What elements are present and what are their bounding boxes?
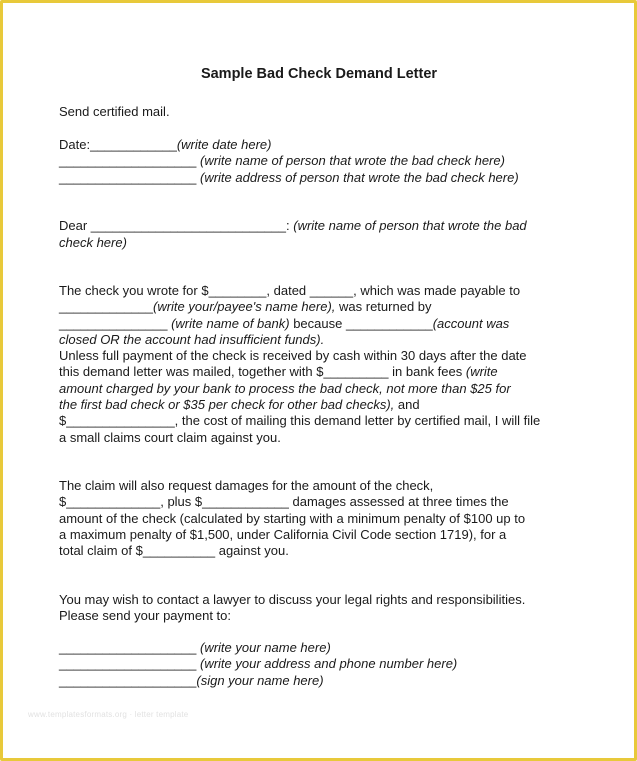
p3-line-1: You may wish to contact a lawyer to discuss your legal rights and responsibilities. <box>59 592 526 607</box>
payee-blank: _____________ <box>59 299 153 314</box>
greeting-dear: Dear ___________________________ <box>59 218 286 233</box>
sender-name-hint: (write your name here) <box>200 640 331 655</box>
date-label: Date:____________ <box>59 137 177 152</box>
greeting-line <box>59 218 527 235</box>
recipient-name-blank: ___________________ <box>59 153 197 168</box>
p1-line-7: amount charged by your bank to process the bad check, not more than $25 for <box>59 381 511 396</box>
reason-hint: (account was <box>432 316 510 331</box>
recipient-address-line <box>59 170 519 187</box>
p2-line-3: amount of the check (calculated by starting with a minimum penalty of $100 up to <box>59 511 526 526</box>
bank-blank: _______________ <box>59 316 168 331</box>
p1-line-5: Unless full payment of the check is received by cash within 30 days after the date <box>59 348 527 363</box>
fee-hint-cont: the first bad check or $35 per check for other bad checks), <box>59 397 395 412</box>
p1-line-6 <box>59 364 498 381</box>
sender-address-blank: ___________________ <box>59 656 197 671</box>
p3-line-2: Please send your payment to: <box>59 608 231 623</box>
p1-line-2-rest: was returned by <box>335 299 432 314</box>
intro-line: Send certified mail. <box>59 104 170 119</box>
recipient-address-blank: ___________________ <box>59 170 197 185</box>
sender-address-line <box>59 656 457 673</box>
p1-line-8 <box>59 397 420 414</box>
greeting-hint-cont: check here) <box>59 235 127 250</box>
p1-line-10: a small claims court claim against you. <box>59 430 281 445</box>
date-hint: (write date here) <box>176 137 272 152</box>
signature-line <box>59 673 324 690</box>
p1-line-8-rest: and <box>394 397 420 412</box>
p2-line-5: total claim of $__________ against you. <box>59 543 289 558</box>
letter-title: Sample Bad Check Demand Letter <box>200 66 438 82</box>
p2-line-1: The claim will also request damages for the amount of the check, <box>59 478 434 493</box>
p2-line-4: a maximum penalty of $1,500, under California Civil Code section 1719), for a <box>59 527 507 542</box>
p1-line-3 <box>59 316 509 333</box>
greeting-colon: : <box>286 218 290 233</box>
p1-line-1: The check you wrote for $________, dated ______, which was made payable to <box>59 283 521 298</box>
p1-line-6-text: this demand letter was mailed, together with $_________ in bank fees <box>59 364 466 379</box>
recipient-name-line <box>59 153 505 170</box>
p1-line-3-rest: because ____________ <box>289 316 433 331</box>
p1-line-9: $_______________, the cost of mailing this demand letter by certified mail, I will file <box>59 413 541 428</box>
p1-line-2 <box>59 299 432 316</box>
date-line <box>59 137 272 154</box>
recipient-address-hint: (write address of person that wrote the bad check here) <box>200 170 519 185</box>
watermark: www.templatesformats.org · letter template <box>28 710 189 719</box>
signature-blank: ___________________ <box>59 673 197 688</box>
fee-hint: (write <box>465 364 498 379</box>
sender-name-line <box>59 640 331 657</box>
p2-line-2: $_____________, plus $____________ damages assessed at three times the <box>59 494 509 509</box>
sender-name-blank: ___________________ <box>59 640 197 655</box>
bank-hint: (write name of bank) <box>171 316 290 331</box>
p1-line-4: closed OR the account had insufficient funds). <box>59 332 325 347</box>
signature-hint: (sign your name here) <box>196 673 324 688</box>
recipient-name-hint: (write name of person that wrote the bad check here) <box>200 153 505 168</box>
sender-address-hint: (write your address and phone number here) <box>200 656 458 671</box>
greeting-hint: (write name of person that wrote the bad <box>293 218 527 233</box>
payee-hint: (write your/payee's name here), <box>153 299 336 314</box>
